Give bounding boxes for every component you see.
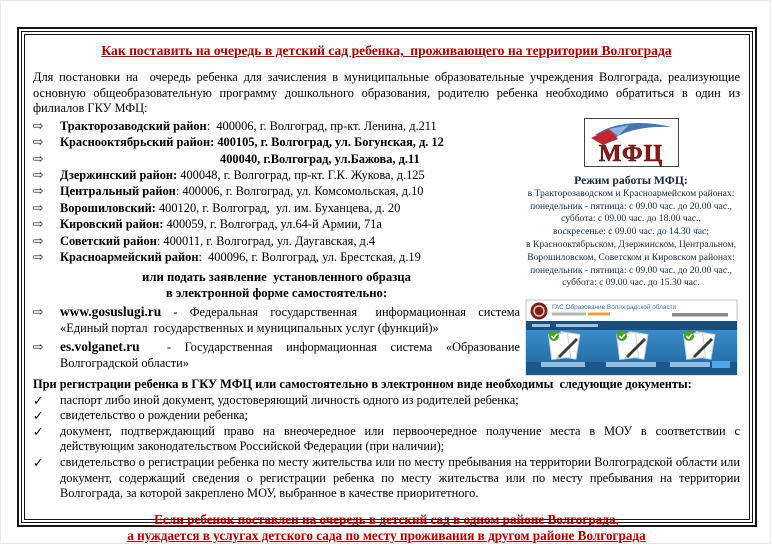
icon-label bbox=[670, 362, 710, 367]
portal-header-links bbox=[672, 313, 728, 317]
check-icon bbox=[617, 331, 627, 341]
icon-label bbox=[606, 362, 656, 367]
document-item-text: свидетельство о регистрации ребенка по месту жительства или по месту пребывания на территории Волгоградской области или документ, содержащий сведения о регистрации ребенка по месту жительства или по месту пребывания на территории Волгограда, за которой закреплено МОУ, выбранное в качестве приоритетного. bbox=[60, 455, 740, 501]
district-address: 400059, г. Волгоград, ул.64-й Армии, 71а bbox=[163, 217, 382, 232]
arrow-bullet-icon: ⇨ bbox=[33, 303, 44, 319]
portal-link-item bbox=[33, 303, 524, 337]
district-name: Красноармейский район bbox=[60, 250, 199, 265]
district-name: Ворошиловский: bbox=[60, 200, 156, 215]
checkmark-icon: ✓ bbox=[33, 408, 44, 424]
districts-and-links-column bbox=[33, 117, 524, 375]
document-list-item bbox=[33, 408, 740, 424]
schedule-line: Ворошиловском, Советском и Кировском районах: bbox=[527, 251, 735, 263]
volganet-link[interactable]: es.volganet.ru bbox=[60, 339, 140, 355]
district-item bbox=[33, 183, 520, 199]
document-list-item bbox=[33, 393, 740, 409]
district-name: Тракторозаводский район bbox=[60, 118, 207, 133]
check-icon bbox=[684, 331, 694, 341]
district-item bbox=[33, 200, 520, 216]
page-title: Как поставить на очередь в детский сад ребенка, проживающего на территории Волгограда bbox=[101, 43, 672, 58]
document-list-item bbox=[33, 455, 740, 502]
district-item bbox=[33, 134, 520, 150]
footer-line1: Если ребенок поставлен на очередь в детский сад в одном районе Волгограда, bbox=[154, 511, 619, 527]
schedule-line: воскресенье: с 09.00 час. до 14.30 час; bbox=[552, 226, 710, 238]
checkmark-icon: ✓ bbox=[33, 455, 44, 471]
portal-title: ГАС Образование Волгоградской области bbox=[551, 304, 676, 312]
gosuslugi-link[interactable]: www.gosuslugi.ru bbox=[60, 303, 162, 319]
footer-line2: а нуждается в услугах детского сада по месту проживания в другом районе Волгограда bbox=[127, 527, 646, 543]
district-address: : 400096, г. Волгоград, ул. Брестская, д.19 bbox=[198, 250, 421, 265]
schedule-line: понедельник - пятница: с 09.00 час. до 20.00 час., bbox=[530, 264, 732, 276]
district-item bbox=[33, 151, 520, 167]
arrow-bullet-icon: ⇨ bbox=[33, 249, 44, 265]
district-item bbox=[33, 118, 520, 134]
arrow-bullet-icon: ⇨ bbox=[33, 199, 44, 215]
district-address: : 400006, г. Волгоград, пр-кт. Ленина, д.211 bbox=[206, 118, 437, 133]
district-name: Советский район bbox=[60, 233, 157, 248]
efile-heading-line1: или подать заявление установленного образца bbox=[142, 270, 411, 285]
arrow-bullet-icon: ⇨ bbox=[33, 117, 44, 133]
schedule-line: понедельник - пятница: с 09.00 час. до 20.00 час., bbox=[530, 200, 732, 212]
mfc-info-column bbox=[522, 118, 740, 375]
schedule-line: в Тракторозаводском и Красноармейском районах: bbox=[527, 187, 735, 199]
district-item bbox=[33, 233, 520, 249]
district-address: 400105, г. Волгоград, ул. Богунская, д. 12 bbox=[214, 135, 444, 150]
document-list-item bbox=[33, 424, 740, 455]
checkmark-icon: ✓ bbox=[33, 392, 44, 408]
district-name: Краснооктябрьский район: bbox=[60, 135, 215, 150]
intro-paragraph: Для постановки на очередь ребенка для зачисления в муниципальные образовательные учреждения Волгограда, реализующие основную общеобразовательную программу дошкольного образования, родителю ребенка необходимо обратиться в один из филиалов ГКУ МФЦ: bbox=[33, 70, 744, 116]
document-item-text: свидетельство о рождении ребенка; bbox=[60, 408, 248, 423]
arrow-bullet-icon: ⇨ bbox=[33, 134, 44, 150]
schedule-line: суббота: с 09.00 час. до 18.00 час., bbox=[561, 213, 701, 225]
icon-label-highlight bbox=[712, 361, 730, 368]
footer-notice bbox=[33, 512, 740, 544]
district-address: 400040, г.Волгоград, ул.Бажова, д.11 bbox=[220, 151, 420, 166]
arrow-bullet-icon: ⇨ bbox=[33, 339, 44, 355]
mfc-logo-text: МФЦ bbox=[598, 140, 663, 167]
portal-screenshot-thumbnail bbox=[526, 300, 737, 375]
district-item bbox=[33, 167, 520, 183]
portal-logo-icon bbox=[530, 303, 547, 320]
arrow-bullet-icon: ⇨ bbox=[33, 232, 44, 248]
district-item bbox=[33, 216, 520, 232]
mfc-logo-image bbox=[585, 119, 678, 166]
district-item bbox=[33, 249, 520, 265]
district-name: Дзержинский район: bbox=[60, 168, 178, 182]
schedule-line: суббота: с 09.00 час. до 15.30 час. bbox=[562, 277, 700, 289]
district-address: 400048, г. Волгоград, пр-кт. Г.К. Жукова, д.125 bbox=[177, 168, 425, 182]
documents-heading: При регистрации ребенка в ГКУ МФЦ или самостоятельно в электронном виде необходимы следующие документы: bbox=[33, 377, 692, 392]
district-name: Центральный район bbox=[60, 184, 176, 199]
mfc-logo bbox=[584, 118, 679, 167]
arrow-bullet-icon: ⇨ bbox=[33, 183, 44, 199]
document-item-text: документ, подтверждающий право на внеочередное или первоочередное получение места в МОУ в соответствии с действующим законодательством Российской Федерации (при наличии); bbox=[60, 423, 740, 454]
volganet-description: - Государственная информационная система «Образование Волгоградской области» bbox=[60, 340, 524, 371]
portal-link-item bbox=[33, 339, 524, 372]
district-name: Кировский район: bbox=[60, 217, 164, 232]
two-column-section bbox=[33, 118, 740, 375]
schedule-title: Режим работы МФЦ: bbox=[574, 173, 688, 187]
page-border-frame bbox=[17, 27, 757, 543]
icon-label bbox=[541, 362, 585, 367]
arrow-bullet-icon: ⇨ bbox=[33, 150, 44, 166]
district-address: 400120, г. Волгоград, ул. им. Буханцева, д. 20 bbox=[155, 200, 401, 215]
schedule-line: в Краснооктябрьском, Дзержинском, Центральном, bbox=[526, 238, 736, 250]
efile-heading-line2: в электронной форме самостоятельно: bbox=[165, 285, 388, 300]
checkmark-icon: ✓ bbox=[33, 423, 44, 439]
arrow-bullet-icon: ⇨ bbox=[33, 216, 44, 232]
gosuslugi-description: - Федеральная государственная информационная система «Единый портал государственных и муниципальных услуг (функций)» bbox=[60, 304, 524, 335]
document-item-text: паспорт либо иной документ, удостоверяющий личность одного из родителей ребенка; bbox=[60, 392, 519, 407]
arrow-bullet-icon: ⇨ bbox=[33, 167, 44, 182]
check-icon bbox=[549, 331, 559, 341]
district-address: : 400011, г. Волгоград, ул. Даугавская, д.4 bbox=[156, 233, 376, 248]
district-address: : 400006, г. Волгоград, ул. Комсомольская, д.10 bbox=[175, 184, 424, 199]
